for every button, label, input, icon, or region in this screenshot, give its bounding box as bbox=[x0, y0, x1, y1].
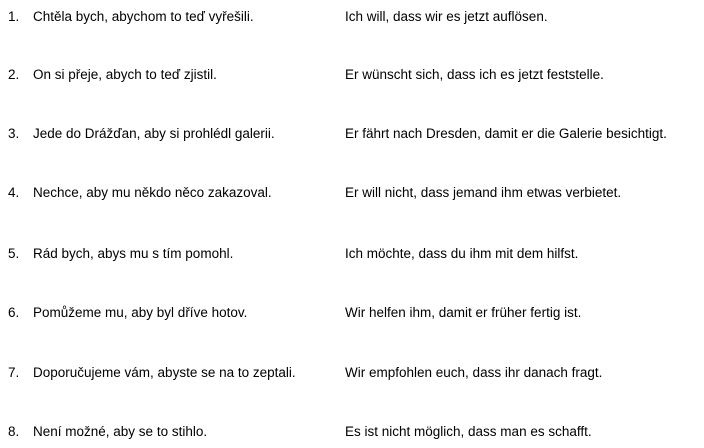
item-number: 1. bbox=[8, 9, 20, 24]
item-number: 2. bbox=[8, 67, 20, 82]
item-number: 8. bbox=[8, 424, 20, 439]
czech-sentence: Nechce, aby mu někdo něco zakazoval. bbox=[33, 185, 272, 200]
czech-sentence: Chtěla bych, abychom to teď vyřešili. bbox=[33, 9, 254, 24]
german-translation: Er wünscht sich, dass ich es jetzt feststelle. bbox=[345, 67, 604, 82]
czech-sentence: Jede do Drážďan, aby si prohlédl galerii. bbox=[33, 126, 275, 141]
czech-sentence: Doporučujeme vám, abyste se na to zeptali. bbox=[33, 365, 296, 380]
item-number: 6. bbox=[8, 305, 20, 320]
czech-sentence: On si přeje, abych to teď zjistil. bbox=[33, 67, 217, 82]
list-item bbox=[0, 124, 704, 144]
list-item bbox=[0, 7, 704, 27]
czech-sentence: Pomůžeme mu, aby byl dříve hotov. bbox=[33, 305, 248, 320]
item-number: 3. bbox=[8, 126, 20, 141]
german-translation: Wir empfohlen euch, dass ihr danach fragt. bbox=[345, 365, 603, 380]
german-translation: Ich will, dass wir es jetzt auflösen. bbox=[345, 9, 548, 24]
german-translation: Er fährt nach Dresden, damit er die Galerie besichtigt. bbox=[345, 126, 667, 141]
czech-sentence: Není možné, aby se to stihlo. bbox=[33, 424, 208, 439]
list-item bbox=[0, 244, 704, 264]
german-translation: Ich möchte, dass du ihm mit dem hilfst. bbox=[345, 246, 579, 261]
german-translation: Er will nicht, dass jemand ihm etwas verbietet. bbox=[345, 185, 622, 200]
list-item bbox=[0, 303, 704, 323]
german-translation: Wir helfen ihm, damit er früher fertig ist. bbox=[345, 305, 582, 320]
german-translation: Es ist nicht möglich, dass man es schafft. bbox=[345, 424, 592, 439]
list-item bbox=[0, 422, 704, 442]
item-number: 5. bbox=[8, 246, 20, 261]
item-number: 7. bbox=[8, 365, 20, 380]
item-number: 4. bbox=[8, 185, 20, 200]
czech-sentence: Rád bych, abys mu s tím pomohl. bbox=[33, 246, 234, 261]
list-item bbox=[0, 363, 704, 383]
list-item bbox=[0, 183, 704, 203]
list-item bbox=[0, 65, 704, 85]
